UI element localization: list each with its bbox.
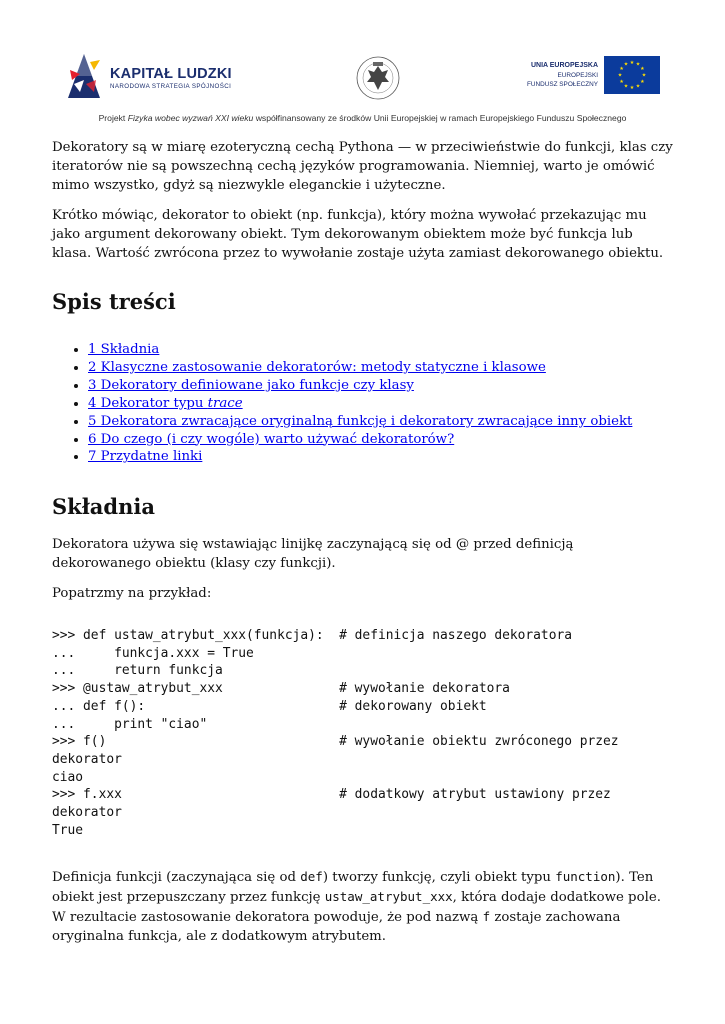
project-caption bbox=[0, 113, 725, 123]
toc-item-4 bbox=[88, 395, 632, 413]
skladnia-paragraph-3 bbox=[52, 867, 674, 946]
project-prefix: Projekt bbox=[98, 113, 128, 123]
toc-link-7[interactable]: 7 Przydatne linki bbox=[88, 449, 203, 465]
toc-link-4-text: 4 Dekorator typu bbox=[88, 395, 208, 411]
svg-text:★: ★ bbox=[617, 72, 623, 79]
project-name: Fizyka wobec wyzwań XXI wieku bbox=[127, 113, 254, 123]
svg-text:★: ★ bbox=[619, 79, 624, 85]
p3-text-e: zostaje zachowana oryginalna funkcja, ale z dodatkowym atrybutem. bbox=[52, 910, 621, 944]
toc-link-5[interactable]: 5 Dekoratora zwracające oryginalną funkcję i dekoratory zwracające inny obiekt bbox=[88, 413, 633, 429]
skladnia-paragraph-1: Dekoratora używa się wstawiając linijkę zaczynającą się od @ przed definicją dekorowanego obiektu (klasy czy funkcji). bbox=[52, 537, 574, 571]
section-heading-skladnia: Składnia bbox=[52, 494, 155, 519]
svg-text:★: ★ bbox=[640, 79, 645, 85]
p3-code-f: f bbox=[482, 909, 491, 924]
eu-subtitle-1: EUROPEJSKI bbox=[557, 72, 598, 79]
svg-text:★: ★ bbox=[635, 61, 641, 68]
p3-code-ustaw: ustaw_atrybut_xxx bbox=[324, 889, 453, 904]
toc-item-5 bbox=[88, 413, 632, 431]
p3-text-a: Definicja funkcji (zaczynająca się od bbox=[52, 870, 301, 885]
eu-flag-icon bbox=[604, 56, 660, 94]
kapital-title: KAPITAŁ LUDZKI bbox=[110, 66, 232, 82]
p3-text-c: ). Ten obiekt jest przepuszczany przez funkcję bbox=[52, 870, 654, 905]
toc-item-6 bbox=[88, 431, 632, 449]
kapital-ludzki-logo-icon bbox=[64, 50, 104, 100]
kapital-ludzki-text bbox=[110, 66, 232, 91]
p3-text-b: ) tworzy funkcję, czyli obiekt typu bbox=[322, 870, 556, 885]
p3-text-d: , która dodaje dodatkowe pole. W rezultacie zastosowanie dekoratora powoduje, że pod nazwą bbox=[52, 890, 661, 925]
p3-code-function: function bbox=[555, 869, 616, 884]
svg-text:★: ★ bbox=[629, 60, 635, 66]
eu-subtitle-2: FUNDUSZ SPOŁECZNY bbox=[526, 81, 598, 88]
project-suffix: współfinansowany ze środków Unii Europejskiej w ramach Europejskiego Funduszu Społecznego bbox=[253, 113, 627, 123]
toc-link-2[interactable]: 2 Klasyczne zastosowanie dekoratorów: metody statyczne i klasowe bbox=[88, 359, 546, 375]
p3-code-def: def bbox=[300, 869, 323, 884]
svg-text:★: ★ bbox=[629, 85, 635, 91]
university-seal-icon bbox=[355, 52, 401, 104]
toc-item-7 bbox=[88, 448, 632, 466]
toc-link-3[interactable]: 3 Dekoratory definiowane jako funkcje czy klasy bbox=[88, 377, 414, 393]
page-header bbox=[0, 0, 725, 132]
svg-text:★: ★ bbox=[623, 83, 629, 90]
toc-link-4[interactable] bbox=[88, 396, 243, 411]
svg-text:★: ★ bbox=[623, 61, 629, 68]
svg-text:★: ★ bbox=[635, 83, 641, 90]
eu-text bbox=[470, 61, 598, 89]
toc-item-1 bbox=[88, 341, 632, 359]
eu-title: UNIA EUROPEJSKA bbox=[530, 62, 598, 69]
kapital-subtitle: NARODOWA STRATEGIA SPÓJNOŚCI bbox=[110, 83, 232, 90]
code-example: >>> def ustaw_atrybut_xxx(funkcja): # definicja naszego dekoratora ... funkcja.xxx = True ... return funkcja >>> @ustaw_atrybut_xxx # wywołanie dekoratora ... def f(): # dekorowany obiekt ... print "ciao" >>> f() # wywołanie obiektu zwróconego przez dekorator ciao >>> f.xxx # dodatkowy atrybut ustawiony przez dekorator True bbox=[52, 628, 619, 838]
table-of-contents bbox=[52, 341, 632, 466]
toc-item-3 bbox=[88, 377, 632, 395]
intro-paragraph-2: Krótko mówiąc, dekorator to obiekt (np. funkcja), który można wywołać przekazując mu jako argument dekorowany obiekt. Tym dekorowanym obiektem może być funkcja lub klasa. Wartość zwrócona przez to wywołanie zostaje użyta zamiast dekorowanego obiektu. bbox=[52, 208, 664, 261]
toc-link-1[interactable]: 1 Składnia bbox=[88, 342, 160, 357]
toc-link-4-italic: trace bbox=[207, 395, 243, 411]
svg-text:★: ★ bbox=[640, 66, 645, 72]
toc-heading: Spis treści bbox=[52, 289, 176, 314]
toc-item-2 bbox=[88, 359, 632, 377]
svg-text:★: ★ bbox=[619, 66, 624, 72]
svg-text:★: ★ bbox=[641, 72, 647, 79]
toc-link-6[interactable]: 6 Do czego (i czy wogóle) warto używać dekoratorów? bbox=[88, 431, 455, 447]
skladnia-paragraph-2: Popatrzmy na przykład: bbox=[52, 586, 212, 601]
intro-paragraph-1: Dekoratory są w miarę ezoteryczną cechą Pythona — w przeciwieństwie do funkcji, klas czy iteratorów nie są powszechną cechą języków programowania. Niemniej, warto je omówić mimo wszystko, gdyż są niezwykle eleganckie i użyteczne. bbox=[52, 140, 673, 193]
